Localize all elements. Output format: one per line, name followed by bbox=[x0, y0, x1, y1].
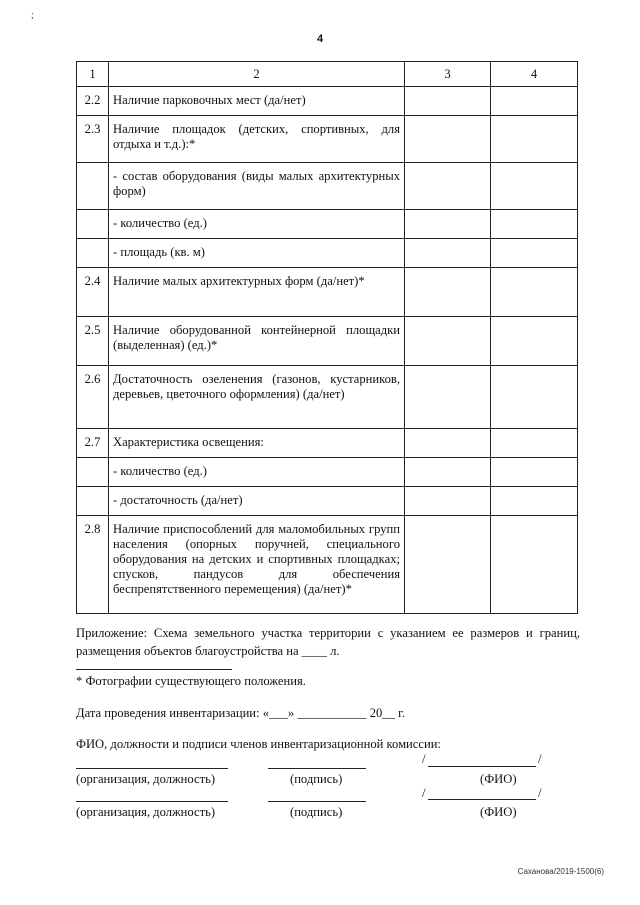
value-cell bbox=[491, 210, 578, 239]
row-number bbox=[77, 163, 109, 210]
table-row bbox=[77, 317, 578, 366]
row-description: Наличие оборудованной контейнерной площадки (выделенная) (ед.)* bbox=[109, 317, 405, 366]
commission-title: ФИО, должности и подписи членов инвентаризационной комиссии: bbox=[76, 737, 441, 751]
fio-caption: (ФИО) bbox=[480, 772, 517, 786]
fio-signature-line bbox=[428, 766, 536, 767]
table-row bbox=[77, 487, 578, 516]
value-cell bbox=[405, 317, 491, 366]
document-code: Саханова/2019-1500(6) bbox=[517, 867, 604, 876]
row-number bbox=[77, 487, 109, 516]
value-cell bbox=[491, 116, 578, 163]
value-cell bbox=[491, 429, 578, 458]
value-cell bbox=[491, 516, 578, 614]
footnote: * Фотографии существующего положения. bbox=[76, 674, 306, 688]
footnote-divider bbox=[76, 669, 232, 670]
table-row bbox=[77, 366, 578, 429]
header-cell: 1 bbox=[77, 62, 109, 87]
appendix-note: Приложение: Схема земельного участка территории с указанием ее размеров и границ, размещения объектов благоустройства на ____ л. bbox=[76, 626, 580, 658]
value-cell bbox=[405, 429, 491, 458]
row-number bbox=[77, 210, 109, 239]
org-caption: (организация, должность) bbox=[76, 805, 216, 819]
table-row bbox=[77, 429, 578, 458]
row-description: - достаточность (да/нет) bbox=[109, 487, 405, 516]
fio-slash-right: / bbox=[538, 786, 542, 800]
value-cell bbox=[491, 163, 578, 210]
inventory-table bbox=[76, 61, 578, 614]
value-cell bbox=[405, 210, 491, 239]
table-row bbox=[77, 163, 578, 210]
row-number: 2.8 bbox=[77, 516, 109, 614]
fio-slash-right: / bbox=[538, 752, 542, 766]
value-cell bbox=[491, 487, 578, 516]
row-description: Наличие приспособлений для маломобильных групп населения (опорных поручней, специального оборудования на детских и спортивных площадках; спусков, пандусов для обеспечения беспрепятственного перемещения) (да/нет)* bbox=[109, 516, 405, 614]
row-number: 2.5 bbox=[77, 317, 109, 366]
row-number bbox=[77, 458, 109, 487]
row-description: Наличие парковочных мест (да/нет) bbox=[109, 87, 405, 116]
value-cell bbox=[405, 239, 491, 268]
sign-signature-line bbox=[268, 801, 366, 802]
value-cell bbox=[491, 458, 578, 487]
inventory-date-line: Дата проведения инвентаризации: «___» ___________ 20__ г. bbox=[76, 706, 405, 720]
table-row bbox=[77, 239, 578, 268]
value-cell bbox=[405, 87, 491, 116]
org-caption: (организация, должность) bbox=[76, 772, 216, 786]
org-signature-line bbox=[76, 768, 228, 769]
table-row bbox=[77, 116, 578, 163]
header-cell: 3 bbox=[405, 62, 491, 87]
sign-signature-line bbox=[268, 768, 366, 769]
table-row bbox=[77, 87, 578, 116]
row-number: 2.3 bbox=[77, 116, 109, 163]
value-cell bbox=[491, 317, 578, 366]
row-description: Наличие площадок (детских, спортивных, для отдыха и т.д.):* bbox=[109, 116, 405, 163]
table-row bbox=[77, 458, 578, 487]
value-cell bbox=[405, 458, 491, 487]
row-description: - количество (ед.) bbox=[109, 458, 405, 487]
value-cell bbox=[405, 487, 491, 516]
row-description: - количество (ед.) bbox=[109, 210, 405, 239]
sign-caption: (подпись) bbox=[290, 772, 343, 786]
value-cell bbox=[405, 268, 491, 317]
value-cell bbox=[405, 116, 491, 163]
table-row bbox=[77, 516, 578, 614]
header-cell: 4 bbox=[491, 62, 578, 87]
table-row bbox=[77, 268, 578, 317]
row-number: 2.4 bbox=[77, 268, 109, 317]
value-cell bbox=[405, 163, 491, 210]
page-mark: ; bbox=[31, 10, 34, 21]
value-cell bbox=[405, 366, 491, 429]
row-description: Наличие малых архитектурных форм (да/нет)* bbox=[109, 268, 405, 317]
value-cell bbox=[491, 366, 578, 429]
sign-caption: (подпись) bbox=[290, 805, 343, 819]
fio-signature-line bbox=[428, 799, 536, 800]
row-description: Достаточность озеленения (газонов, кустарников, деревьев, цветочного оформления) (да/нет) bbox=[109, 366, 405, 429]
table-header-row bbox=[77, 62, 578, 87]
value-cell bbox=[491, 268, 578, 317]
row-number: 2.7 bbox=[77, 429, 109, 458]
page-number: 4 bbox=[316, 33, 324, 45]
row-description: - площадь (кв. м) bbox=[109, 239, 405, 268]
header-cell: 2 bbox=[109, 62, 405, 87]
value-cell bbox=[491, 239, 578, 268]
row-description: Характеристика освещения: bbox=[109, 429, 405, 458]
fio-slash-left: / bbox=[422, 786, 426, 800]
fio-slash-left: / bbox=[422, 752, 426, 766]
row-number bbox=[77, 239, 109, 268]
row-number: 2.2 bbox=[77, 87, 109, 116]
value-cell bbox=[491, 87, 578, 116]
row-description: - состав оборудования (виды малых архитектурных форм) bbox=[109, 163, 405, 210]
org-signature-line bbox=[76, 801, 228, 802]
fio-caption: (ФИО) bbox=[480, 805, 517, 819]
table-row bbox=[77, 210, 578, 239]
value-cell bbox=[405, 516, 491, 614]
row-number: 2.6 bbox=[77, 366, 109, 429]
